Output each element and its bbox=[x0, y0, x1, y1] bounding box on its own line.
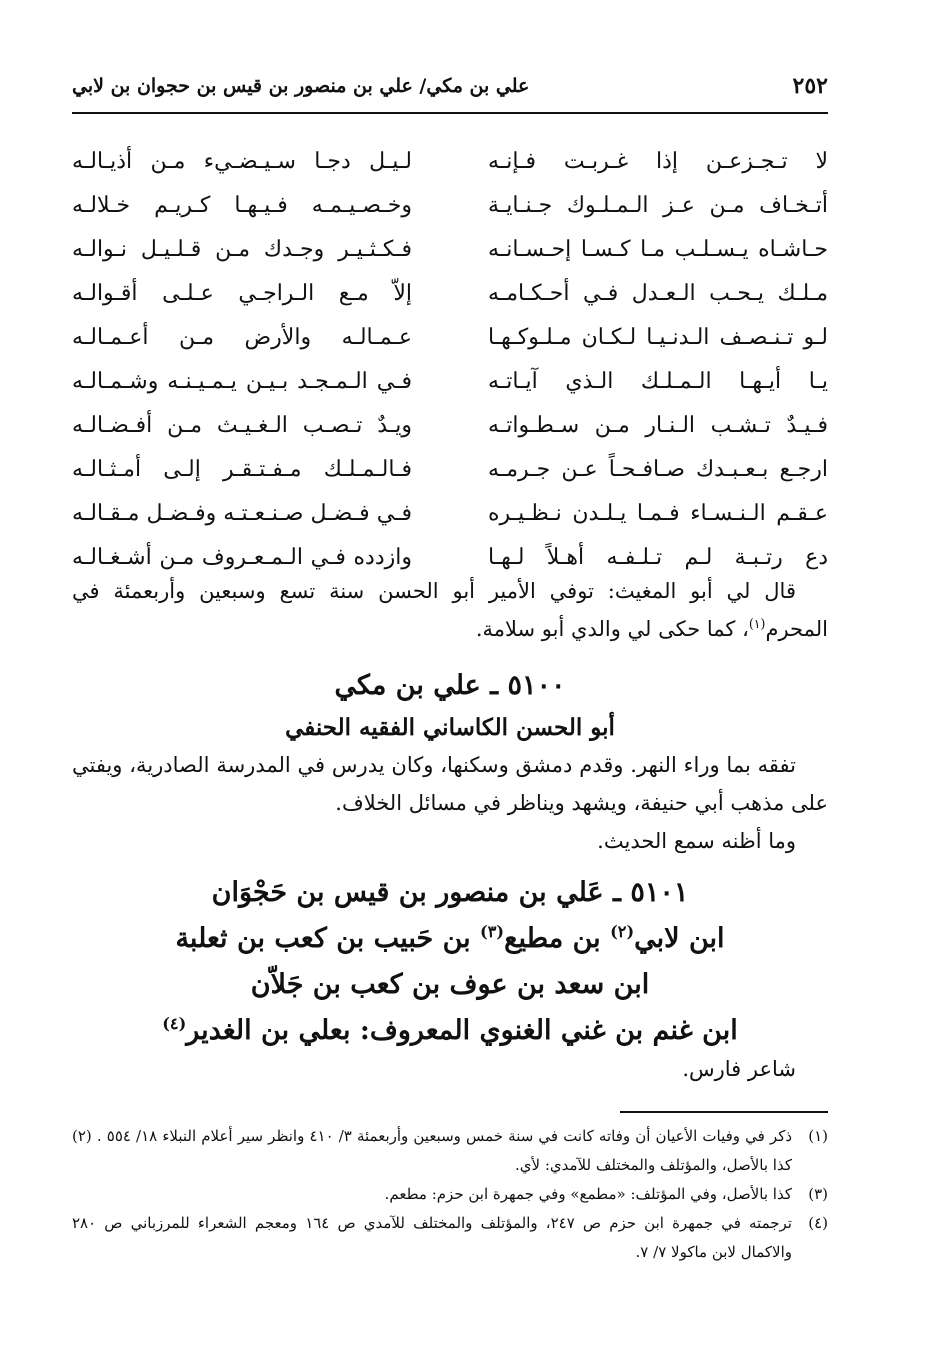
verse-line bbox=[72, 140, 828, 184]
hemistich-second: فـكـثـيـر وجـدك مـن قـلـيـل نـوالـه bbox=[72, 237, 412, 262]
verse-line bbox=[72, 404, 828, 448]
entry-5100-heading bbox=[72, 664, 828, 748]
death-note-text-a: قال لي أبو المغيث: توفي الأمير أبو الحسن سنة تسع وسبعين وأربعمئة في المحرم bbox=[72, 579, 828, 641]
verse-line bbox=[72, 184, 828, 228]
hemistich-first: عـقـم الـنـسـاء فـمـا يـلـدن نـظـيـره bbox=[488, 501, 828, 526]
entry-5100-paragraph: تفقه بما وراء النهر. وقدم دمشق وسكنها، وكان يدرس في المدرسة الصادرية، ويفتي على مذهب أبي حنيفة، ويشهد ويناظر في مسائل الخلاف. bbox=[72, 753, 828, 815]
hemistich-second: لـيـل دجـا سـيـضـيء مـن أذيـالـه bbox=[72, 149, 412, 174]
entry-5101-text: ابن غنم بن غني الغنوي المعروف: بعلي بن الغدير bbox=[186, 1015, 738, 1046]
entry-5100-body bbox=[72, 746, 828, 860]
entry-5101-line: ابن سعد بن عوف بن كعب بن جَلاّن bbox=[250, 969, 650, 1000]
entry-5101-paragraph: شاعر فارس. bbox=[682, 1057, 796, 1081]
hemistich-second: فـالـمـلـك مـفـتـقـر إلـى أمـثـالـه bbox=[72, 457, 412, 482]
death-note-paragraph bbox=[72, 572, 828, 648]
verse-line bbox=[72, 492, 828, 536]
footnote bbox=[72, 1209, 828, 1267]
footnote-mark: (١) bbox=[808, 1127, 828, 1145]
hemistich-second: عـمـالـه والأرض مـن أعـمـالـه bbox=[72, 325, 412, 350]
footnote-text: كذا بالأصل، وفي المؤتلف: «مطمع» وفي جمهرة ابن حزم: مطعم. bbox=[384, 1185, 792, 1203]
hemistich-first: دع رتـبـة لـم تـلـفـه أهـلاً لـهـا bbox=[488, 545, 828, 570]
footnotes bbox=[72, 1122, 828, 1267]
footnote-ref: (٣) bbox=[480, 922, 505, 941]
death-note-text-b: ، كما حكى لي والدي أبو سلامة. bbox=[475, 617, 749, 641]
hemistich-first: ارجـع بـعـبـدك صـافـحـاً عـن جـرمـه bbox=[488, 457, 828, 482]
footnote-ref: (٢) bbox=[610, 922, 635, 941]
hemistich-second: وازدده فـي الـمـعـروف مـن أشـغـالـه bbox=[72, 545, 412, 570]
verse-line bbox=[72, 272, 828, 316]
verse-line bbox=[72, 448, 828, 492]
entry-5100-subtitle: أبو الحسن الكاساني الفقيه الحنفي bbox=[285, 714, 615, 741]
entry-5101-text: ابن لابي bbox=[634, 923, 725, 954]
hemistich-second: إلاّ مـع الـراجـي عـلـى أقـوالـه bbox=[72, 281, 412, 306]
entry-5101-text: بن حَبيب بن كعب بن ثعلبة bbox=[175, 923, 481, 954]
footnote-text: ذكر في وفيات الأعيان أن وفاته كانت في سنة خمس وسبعين وأربعمئة ٣/ ٤١٠ وانظر سير أعلام النبلاء ١٨/ ٥٥٤ . (٢) كذا بالأصل، والمؤتلف والمختلف للآمدي: لأي. bbox=[72, 1127, 793, 1174]
header-rule bbox=[72, 112, 828, 114]
hemistich-first: حـاشـاه يـسـلـب مـا كـسـا إحـسـانـه bbox=[488, 237, 828, 262]
verse-line bbox=[72, 228, 828, 272]
hemistich-first: لا تـجـزعـن إذا غـربـت فـإنـه bbox=[488, 149, 828, 174]
footnote-ref: (٤) bbox=[162, 1014, 187, 1033]
verse-line bbox=[72, 360, 828, 404]
hemistich-first: أتـخـاف مـن عـز الـمـلـوك جـنـايـة bbox=[488, 193, 828, 218]
page-number: ٢٥٢ bbox=[792, 73, 828, 99]
footnote-ref: (١) bbox=[748, 616, 766, 631]
entry-5101-text: بن مطيع bbox=[504, 923, 611, 954]
page-header bbox=[72, 68, 828, 104]
hemistich-first: فـيـدٌ تـشـب الـنـار مـن سـطـواتـه bbox=[488, 413, 828, 438]
entry-5101-line bbox=[72, 1008, 828, 1054]
hemistich-second: فـي فـضـل صـنـعـتـه وفـضـل مـقـالـه bbox=[72, 501, 412, 526]
footnote-mark: (٤) bbox=[808, 1214, 828, 1232]
hemistich-first: مـلـك يـحـب الـعـدل فـي أحـكـامـه bbox=[488, 281, 828, 306]
entry-5100-title: ٥١٠٠ ـ علي بن مكي bbox=[334, 670, 566, 701]
death-note bbox=[72, 572, 828, 648]
verse-line bbox=[72, 316, 828, 360]
footnote-text: ترجمته في جمهرة ابن حزم ص ٢٤٧، والمؤتلف والمختلف للآمدي ص ١٦٤ ومعجم الشعراء للمرزباني ص ٢٨٠ والاكمال لابن ماكولا ٧/ ٧. bbox=[72, 1214, 792, 1261]
footnote-rule bbox=[620, 1111, 828, 1113]
hemistich-first: يـا أيـهـا الـمـلـك الـذي آيـاتـه bbox=[488, 369, 828, 394]
hemistich-second: ويـدٌ تـصـب الـغـيـث مـن أفـضـالـه bbox=[72, 413, 412, 438]
footnote bbox=[72, 1122, 828, 1180]
entry-5101-heading bbox=[72, 870, 828, 1054]
entry-5101-line: ٥١٠١ ـ عَلي بن منصور بن قيس بن حَجْوَان bbox=[211, 877, 689, 908]
running-title: علي بن مكي/ علي بن منصور بن قيس بن حجوان بن لابي bbox=[72, 75, 530, 97]
entry-5101-line bbox=[72, 916, 828, 962]
hemistich-first: لـو تـنـصـف الـدنـيـا لـكـان مـلـوكـهـا bbox=[488, 325, 828, 350]
footnote bbox=[72, 1180, 828, 1209]
hemistich-second: وخـصـيـمـه فـيـهـا كـريـم خـلالـه bbox=[72, 193, 412, 218]
poem bbox=[72, 140, 828, 580]
entry-5100-paragraph: وما أظنه سمع الحديث. bbox=[597, 829, 796, 853]
footnote-mark: (٣) bbox=[808, 1185, 828, 1203]
hemistich-second: فـي الـمـجـد بـيـن يـمـيـنـه وشـمـالـه bbox=[72, 369, 412, 394]
entry-5101-body bbox=[72, 1050, 828, 1088]
